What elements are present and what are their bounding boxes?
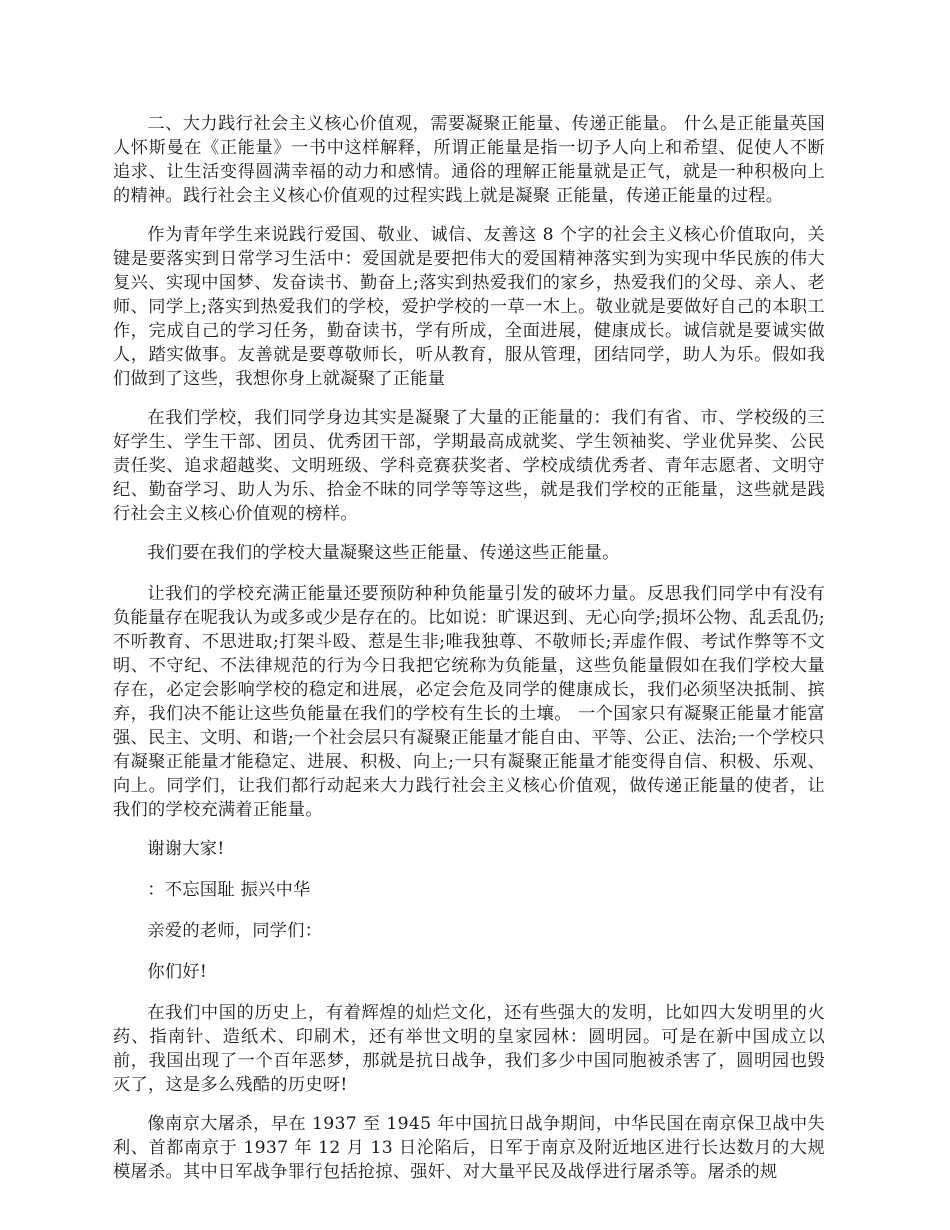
paragraph-history: 在我们中国的历史上，有着辉煌的灿烂文化，还有些强大的发明，比如四大发明里的火药、指南针、造纸术、印刷术，还有举世文明的皇家园林：圆明园。可是在新中国成立以前，我国出现了一个百年恶梦，那就是抗日战争，我们多少中国同胞被杀害了，圆明园也毁灭了，这是多么残酷的历史呀! bbox=[113, 1003, 825, 1095]
greeting-hello: 你们好! bbox=[147, 962, 208, 982]
document-body bbox=[113, 112, 825, 1199]
paragraph-school-examples: 在我们学校，我们同学身边其实是凝聚了大量的正能量的：我们有省、市、学校级的三好学生、学生干部、团员、优秀团干部，学期最高成就奖、学生领袖奖、学业优异奖、公民责任奖、追求超越奖、文明班级、学科竞赛获奖者、学校成绩优秀者、青年志愿者、文明守纪、勤奋学习、助人为乐、拾金不昧的同学等等这些，就是我们学校的正能量，这些就是践行社会主义核心价值观的榜样。 bbox=[113, 408, 825, 524]
paragraph-student-practice: 作为青年学生来说践行爱国、敬业、诚信、友善这 8 个字的社会主义核心价值取向，关键是要落实到日常学习生活中：爱国就是要把伟大的爱国精神落实到为实现中华民族的伟大复兴、实现中国梦、发奋读书、勤奋上;落实到热爱我们的家乡，热爱我们的父母、亲人、老师、同学上;落实到热爱我们的学校，爱护学校的一草一木上。敬业就是要做好自己的本职工作，完成自己的学习任务，勤奋读书，学有所成，全面进展，健康成长。诚信就是要诚实做人，踏实做事。友善就是要尊敬师长，听从教育，服从管理，团结同学，助人为乐。假如我们做到了这些，我想你身上就凝聚了正能量 bbox=[113, 225, 825, 389]
greeting-address: 亲爱的老师，同学们： bbox=[147, 921, 323, 941]
paragraph-gather-energy: 我们要在我们的学校大量凝聚这些正能量、传递这些正能量。 bbox=[147, 543, 620, 563]
speech-title: ：不忘国耻 振兴中华 bbox=[147, 880, 311, 900]
paragraph-nanjing: 像南京大屠杀，早在 1937 至 1945 年中国抗日战争期间，中华民国在南京保卫战中失利、首都南京于 1937 年 12 月 13 日沦陷后，日军于南京及附近地区进行长达数月的大规模屠杀。其中日军战争罪行包括抢掠、强奸、对大量平民及战俘进行屠杀等。屠杀的规 bbox=[113, 1114, 825, 1182]
paragraph-positive-energy: 二、大力践行社会主义核心价值观，需要凝聚正能量、传递正能量。 什么是正能量英国人怀斯曼在《正能量》一书中这样解释，所谓正能量是指一切予人向上和希望、促使人不断追求、让生活变得圆满幸福的动力和感情。通俗的理解正能量就是正气，就是一种积极向上的精神。践行社会主义核心价值观的过程实践上就是凝聚 正能量，传递正能量的过程。 bbox=[113, 114, 825, 206]
paragraph-negative-energy: 让我们的学校充满正能量还要预防种种负能量引发的破坏力量。反思我们同学中有没有负能量存在呢我认为或多或少是存在的。比如说：旷课迟到、无心向学;损坏公物、乱丢乱仍;不听教育、不思进取;打架斗殴、惹是生非;唯我独尊、不敬师长;弄虚作假、考试作弊等不文明、不守纪、不法律规范的行为今日我把它统称为负能量，这些负能量假如在我们学校大量存在，必定会影响学校的稳定和进展，必定会危及同学的健康成长，我们必须坚决抵制、摈弃，我们决不能让这些负能量在我们的学校有生长的土壤。 一个国家只有凝聚正能量才能富强、民主、文明、和谐;一个社会层只有凝聚正能量才能自由、平等、公正、法治;一个学校只有凝聚正能量才能稳定、进展、积极、向上;一只有凝聚正能量才能变得自信、积极、乐观、向上。同学们，让我们都行动起来大力践行社会主义核心价值观，做传递正能量的使者，让我们的学校充满着正能量。 bbox=[113, 584, 825, 820]
paragraph-thanks: 谢谢大家! bbox=[147, 839, 225, 859]
